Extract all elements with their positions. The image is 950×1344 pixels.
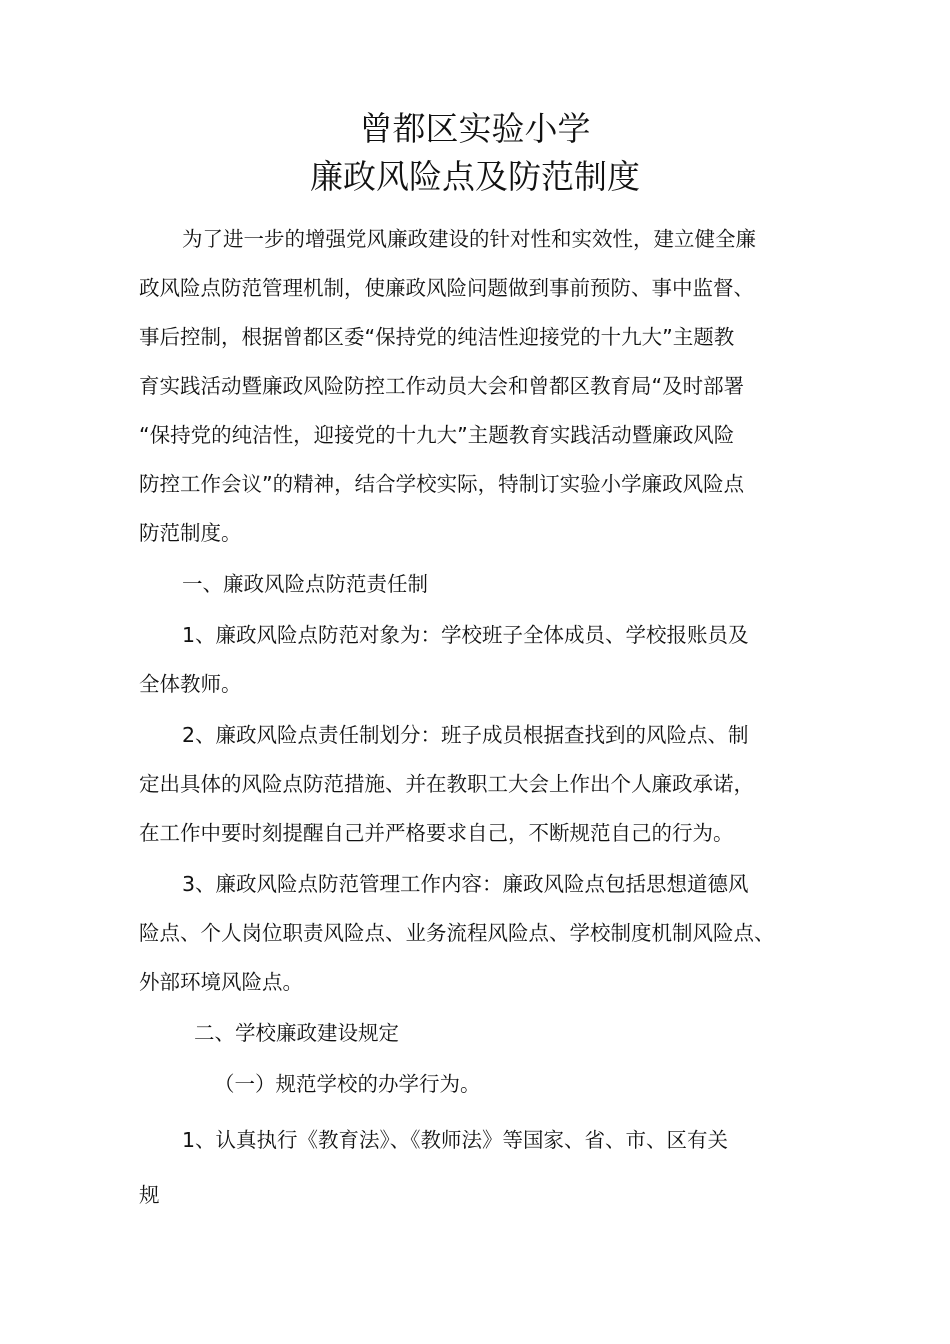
subsection-heading: （一）规范学校的办学行为。: [214, 1072, 481, 1096]
paragraph-line: 外部环境风险点。: [139, 970, 303, 994]
paragraph-line: 育实践活动暨廉政风险防控工作动员大会和曾都区教育局“及时部署: [139, 374, 745, 398]
paragraph-line: 为了进一步的增强党风廉政建设的针对性和实效性，建立健全廉: [182, 227, 756, 251]
document-title-line2: 廉政风险点及防范制度: [310, 157, 640, 196]
paragraph-line: 险点、个人岗位职责风险点、业务流程风险点、学校制度机制风险点、: [139, 921, 775, 945]
section-heading: 一、廉政风险点防范责任制: [182, 572, 428, 596]
paragraph-line: 事后控制，根据曾都区委“保持党的纯洁性迎接党的十九大”主题教: [139, 325, 735, 349]
paragraph-line: 全体教师。: [139, 672, 242, 696]
paragraph-line: 定出具体的风险点防范措施、并在教职工大会上作出个人廉政承诺，: [139, 772, 754, 796]
paragraph-line: 规: [139, 1183, 160, 1207]
paragraph-line: 防控工作会议”的精神，结合学校实际，特制订实验小学廉政风险点: [139, 472, 745, 496]
paragraph-line: 1、廉政风险点防范对象为：学校班子全体成员、学校报账员及: [182, 623, 749, 647]
document-title-line1: 曾都区实验小学: [359, 109, 591, 148]
paragraph-line: 在工作中要时刻提醒自己并严格要求自己，不断规范自己的行为。: [139, 821, 734, 845]
paragraph-line: 防范制度。: [139, 521, 242, 545]
paragraph-line: 2、廉政风险点责任制划分：班子成员根据查找到的风险点、制: [182, 723, 749, 747]
paragraph-line: 3、廉政风险点防范管理工作内容：廉政风险点包括思想道德风: [182, 872, 749, 896]
section-heading: 二、学校廉政建设规定: [194, 1021, 399, 1045]
paragraph-line: “保持党的纯洁性，迎接党的十九大”主题教育实践活动暨廉政风险: [139, 423, 735, 447]
paragraph-line: 政风险点防范管理机制，使廉政风险问题做到事前预防、事中监督、: [139, 276, 754, 300]
paragraph-line: 1、认真执行《教育法》、《教师法》等国家、省、市、区有关: [182, 1128, 729, 1152]
